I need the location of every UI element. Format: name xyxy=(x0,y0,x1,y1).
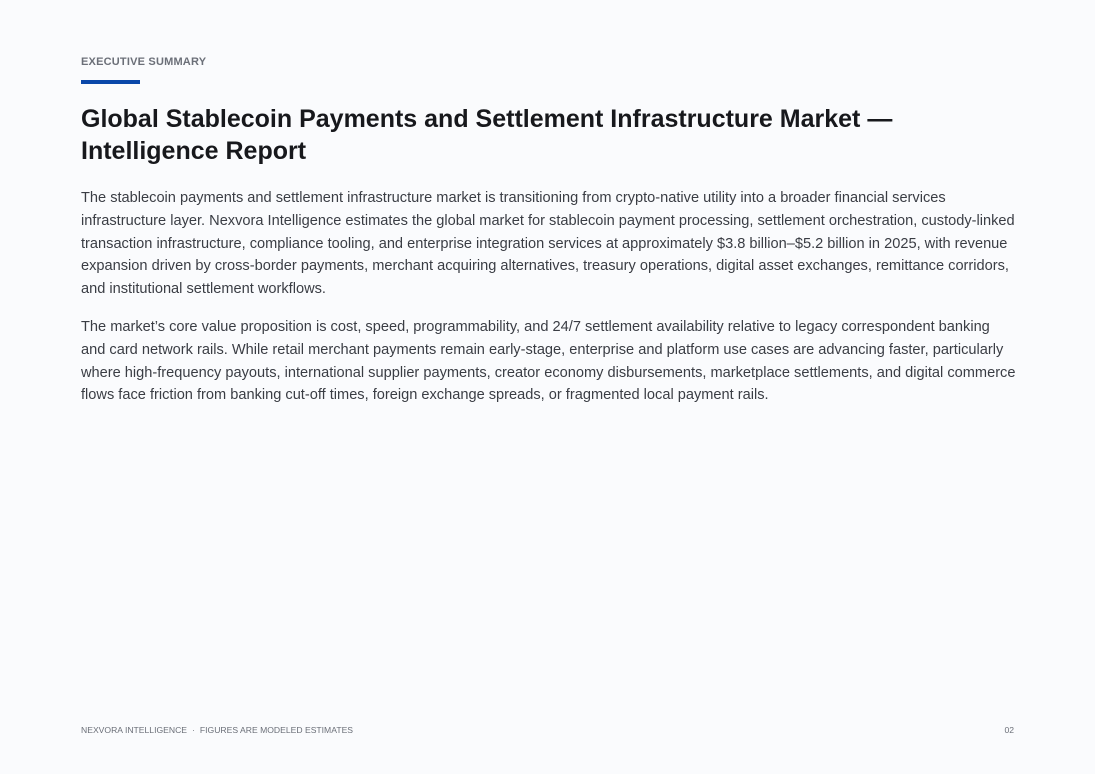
footer-left xyxy=(81,725,353,735)
page-title: Global Stablecoin Payments and Settlement Infrastructure Market — Intelligence Report xyxy=(81,105,893,165)
accent-bar xyxy=(81,80,140,84)
summary-paragraph-1: The stablecoin payments and settlement infrastructure market is transitioning from crypto-native utility into a broader financial services infrastructure layer. Nexvora Intelligence estimates the global market for stablecoin payment processing, settlement orchestration, custody-linked transaction infrastructure, compliance tooling, and enterprise integration services at approximately $3.8 billion–$5.2 billion in 2025, with revenue expansion driven by cross-border payments, merchant acquiring alternatives, treasury operations, digital asset exchanges, remittance corridors, and institutional settlement workflows. xyxy=(81,190,1015,298)
section-label: EXECUTIVE SUMMARY xyxy=(81,56,207,68)
summary-paragraph-2: The market’s core value proposition is cost, speed, programmability, and 24/7 settlement availability relative to legacy correspondent banking and card network rails. While retail merchant payments remain early-stage, enterprise and platform use cases are advancing faster, particularly where high-frequency payouts, international supplier payments, creator economy disbursements, marketplace settlements, and digital commerce flows face friction from banking cut-off times, foreign exchange spreads, or fragmented local payment rails. xyxy=(81,318,1016,404)
footer-separator: · xyxy=(192,725,195,735)
footer-note: FIGURES ARE MODELED ESTIMATES xyxy=(199,725,354,735)
page-number: 02 xyxy=(1004,725,1014,735)
footer-brand: NEXVORA INTELLIGENCE xyxy=(81,725,188,735)
summary-body xyxy=(81,187,1016,422)
